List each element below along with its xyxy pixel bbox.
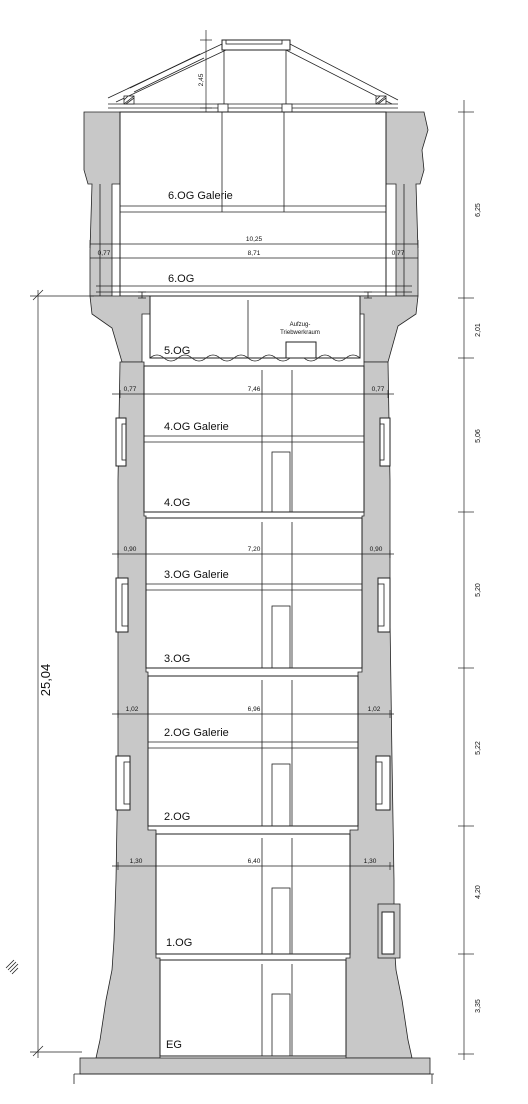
floor-label-2og-galerie: 2.OG Galerie bbox=[164, 727, 229, 739]
tank-section bbox=[84, 112, 428, 296]
roof bbox=[108, 30, 398, 112]
dim-total-height: 25,04 bbox=[38, 663, 53, 697]
dim-right-5og: 2,01 bbox=[475, 323, 482, 337]
dim-top-wall-left: 0,77 bbox=[97, 250, 111, 257]
dim-right-6og: 6,25 bbox=[475, 203, 482, 217]
dim-top-wall-right: 0,77 bbox=[391, 250, 405, 257]
section-marker bbox=[6, 960, 18, 974]
floor-label-eg: EG bbox=[166, 1039, 182, 1051]
floor-label-2og: 2.OG bbox=[164, 811, 191, 823]
dim-right-2og: 5,22 bbox=[475, 741, 482, 755]
dim-4og-wall-left: 0,77 bbox=[123, 386, 137, 393]
floor-label-4og: 4.OG bbox=[164, 497, 191, 509]
dim-3og-wall-right: 0,90 bbox=[369, 546, 383, 553]
floor-label-3og-galerie: 3.OG Galerie bbox=[164, 569, 229, 581]
dim-top-width-outer: 10,25 bbox=[245, 236, 263, 243]
dim-2og-wall-right: 1,02 bbox=[367, 706, 381, 713]
dims-right bbox=[458, 100, 482, 1060]
dim-1og-wall-right: 1,30 bbox=[363, 858, 377, 865]
floor-label-3og: 3.OG bbox=[164, 653, 191, 665]
dim-right-1og: 4,20 bbox=[475, 885, 482, 899]
floor-label-4og-galerie: 4.OG Galerie bbox=[164, 421, 229, 433]
dim-1og-width: 6,40 bbox=[247, 858, 261, 865]
floor-label-5og: 5.OG bbox=[164, 345, 191, 357]
dim-4og-wall-right: 0,77 bbox=[371, 386, 385, 393]
dim-2og-wall-left: 1,02 bbox=[125, 706, 139, 713]
dim-3og-wall-left: 0,90 bbox=[123, 546, 137, 553]
dim-1og-wall-left: 1,30 bbox=[129, 858, 143, 865]
room-note-line1: Aufzug- bbox=[289, 322, 311, 328]
transition-5og bbox=[90, 292, 418, 362]
dim-4og-width: 7,46 bbox=[247, 386, 261, 393]
dim-total-height-group bbox=[30, 290, 94, 1058]
dim-2og-width: 6,96 bbox=[247, 706, 261, 713]
dim-right-4og: 5,06 bbox=[475, 429, 482, 443]
dim-3og-width: 7,20 bbox=[247, 546, 261, 553]
floor-label-1og: 1.OG bbox=[166, 937, 193, 949]
floor-label-6og: 6.OG bbox=[168, 273, 195, 285]
dim-roof-height: 2,45 bbox=[198, 73, 205, 87]
floor-label-6og-galerie: 6.OG Galerie bbox=[168, 190, 233, 202]
dim-right-eg: 3,35 bbox=[475, 999, 482, 1013]
room-note-line2: Triebwerkraum bbox=[280, 330, 320, 336]
dim-top-width-inner: 8,71 bbox=[247, 250, 261, 257]
dim-right-3og: 5,20 bbox=[475, 583, 482, 597]
